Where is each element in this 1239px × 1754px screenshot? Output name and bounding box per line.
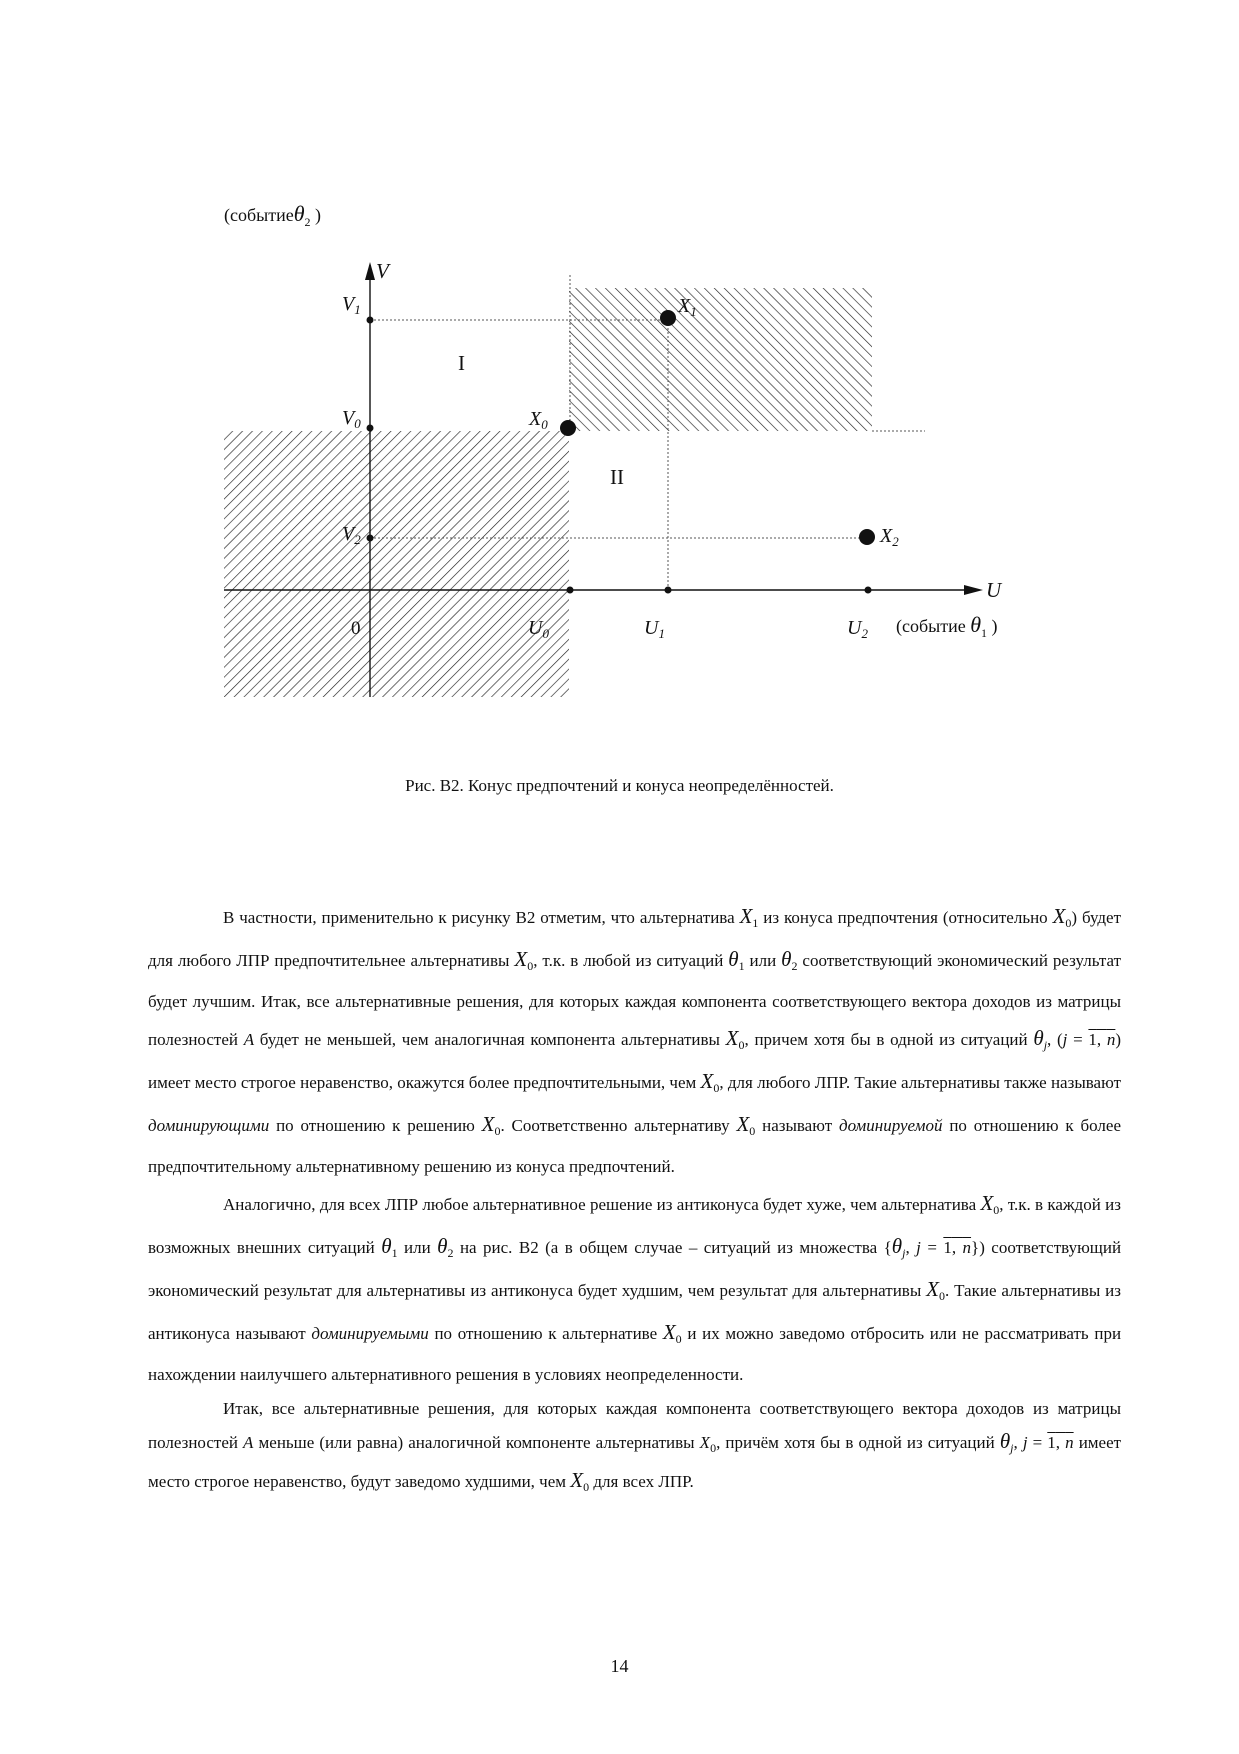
event-theta2-label: (событиеθ$_2$ ) <box>224 201 322 229</box>
anticone-region <box>224 431 569 697</box>
x1-label: $X_1$ <box>678 295 697 319</box>
paragraph-3: Итак, все альтернативные решения, для которых каждая компонента соответствующего вектора доходов из матрицы полезностей A меньше (или равна) аналогичной компоненте альтернативы $X_0$, причём хотя бы в одной из ситуаций $\theta_j$, j = 1, n имеет место строгое неравенство, будут заведомо худшими, чем $X_0$ для всех ЛПР. <box>148 1399 1122 1494</box>
v2-label: $V_2$ <box>342 523 361 547</box>
u0-label: $U_0$ <box>528 617 549 641</box>
paragraph-2: Аналогично, для всех ЛПР любое альтернативное решение из антиконуса будет хуже, чем альтернатива $X_0$, т.к. в каждой из возможных внешних ситуаций $\theta_1$ или $\theta_2$ на рис. В2 (а в общем случае – ситуаций из множества {$\theta_j$, j = 1, n}) соответствующий экономический результат для альтернативы из антиконуса будет худшим, чем результат для альтернативы $X_0$. Такие альтернативы из антиконуса называют доминируемыми по отношению к альтернативе $X_0$ и их можно заведомо отбросить или не рассматривать при нахождении наилучшего альтернативного решения в условиях неопределенности. <box>148 1191 1122 1384</box>
region-1-label: I <box>458 351 465 375</box>
v1-label: $V_1$ <box>342 293 361 317</box>
u-axis-arrow <box>964 585 983 595</box>
axis-v-label: V <box>376 259 389 283</box>
axis-u-label: U <box>986 578 1002 602</box>
x0-label: $X_0$ <box>529 408 548 432</box>
preference-cone-region <box>569 288 872 431</box>
region-2-label: II <box>610 465 624 489</box>
point-x2 <box>859 529 875 545</box>
figure-b2 <box>0 0 1239 740</box>
paragraph-1: В частности, применительно к рисунку В2 отметим, что альтернатива $X_1$ из конуса предпочтения (относительно $X_0$) будет для любого ЛПР предпочтительнее альтернативы $X_0$, т.к. в любой из ситуаций $\theta_1$ или $\theta_2$ соответствующий экономический результат будет лучшим. Итак, все альтернативные решения, для которых каждая компонента соответствующего вектора доходов из матрицы полезностей A будет не меньшей, чем аналогичная компонента альтернативы $X_0$, причем хотя бы в одной из ситуаций $\theta_j$, (j = 1, n) имеет место строгое неравенство, окажутся более предпочтительными, чем $X_0$, для любого ЛПР. Такие альтернативы также называют доминирующими по отношению к решению $X_0$. Соответственно альтернативу $X_0$ называют доминируемой по отношению к более предпочтительному альтернативному решению из конуса предпочтений. <box>148 904 1122 1176</box>
body-text <box>148 898 1121 1503</box>
point-x0 <box>560 420 576 436</box>
u2-label: $U_2$ <box>847 617 868 641</box>
page-number: 14 <box>610 1656 629 1676</box>
u1-label: $U_1$ <box>644 617 665 641</box>
x2-label: $X_2$ <box>880 525 899 549</box>
origin-label: 0 <box>351 618 361 639</box>
figure-caption: Рис. В2. Конус предпочтений и конуса неопределённостей. <box>405 776 834 795</box>
event-theta1-label: (событие $\theta_1$ ) <box>896 612 998 640</box>
v0-label: $V_0$ <box>342 407 361 431</box>
v-axis-arrow <box>365 262 375 280</box>
point-x1 <box>660 310 676 326</box>
